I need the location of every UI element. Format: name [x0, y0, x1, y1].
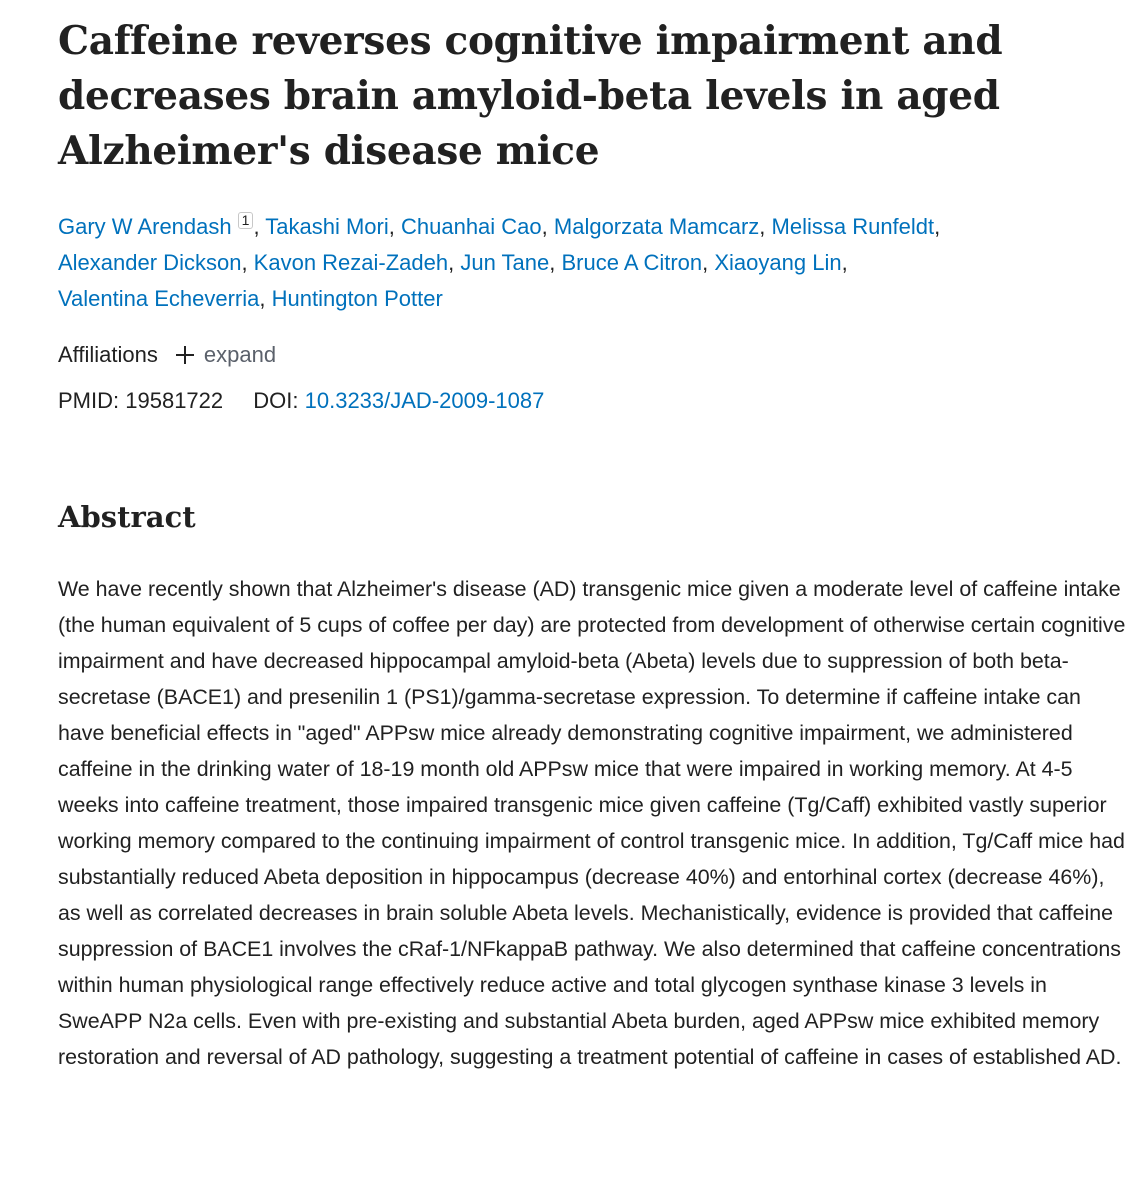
author-link[interactable]: Kavon Rezai-Zadeh	[253, 250, 449, 275]
author-link[interactable]: Xiaoyang Lin	[714, 250, 842, 275]
affiliation-superscript[interactable]: 1	[238, 212, 254, 229]
author-link[interactable]: Huntington Potter	[271, 286, 443, 311]
article-title: Caffeine reverses cognitive impairment and decreases brain amyloid-beta levels in aged Alzheimer's disease mice	[58, 18, 1003, 174]
pmid-value: 19581722	[125, 388, 224, 413]
affiliations-label: Affiliations	[58, 342, 158, 367]
expand-label[interactable]: expand	[203, 342, 277, 367]
pmid-label: PMID:	[58, 388, 120, 413]
expand-affiliations-button[interactable]	[176, 337, 276, 373]
authors-list: Gary W Arendash 1 , Takashi Mori, Chuanhai Cao, Malgorzata Mamcarz, Melissa Runfeldt, Alexander Dickson, Kavon Rezai-Zadeh, Jun Tane, Bruce A Citron, Xiaoyang Lin, Valentina Echeverria, Huntington Potter	[58, 212, 941, 311]
author-link[interactable]: Malgorzata Mamcarz	[553, 214, 760, 239]
affiliations-row	[58, 337, 1128, 373]
doi-link[interactable]: 10.3233/JAD-2009-1087	[304, 388, 545, 413]
doi-label: DOI:	[253, 388, 299, 413]
article-page	[58, 0, 1128, 1075]
author-link[interactable]: Jun Tane	[460, 250, 550, 275]
author-link[interactable]: Bruce A Citron	[561, 250, 703, 275]
abstract-heading: Abstract	[58, 500, 196, 534]
author-link[interactable]: Alexander Dickson	[58, 250, 242, 275]
author-link[interactable]: Valentina Echeverria	[58, 286, 260, 311]
author-link[interactable]: Melissa Runfeldt	[771, 214, 935, 239]
identifiers-row	[58, 383, 1128, 419]
author-link[interactable]: Chuanhai Cao	[400, 214, 542, 239]
plus-icon[interactable]	[176, 346, 194, 364]
author-link[interactable]: Gary W Arendash	[58, 214, 232, 239]
author-link[interactable]: Takashi Mori	[265, 214, 389, 239]
abstract-text: We have recently shown that Alzheimer's disease (AD) transgenic mice given a moderate level of caffeine intake (the human equivalent of 5 cups of coffee per day) are protected from development of otherwise certain cognitive impairment and have decreased hippocampal amyloid-beta (Abeta) levels due to suppression of both beta-secretase (BACE1) and presenilin 1 (PS1)/gamma-secretase expression. To determine if caffeine intake can have beneficial effects in "aged" APPsw mice already demonstrating cognitive impairment, we administered caffeine in the drinking water of 18-19 month old APPsw mice that were impaired in working memory. At 4-5 weeks into caffeine treatment, those impaired transgenic mice given caffeine (Tg/Caff) exhibited vastly superior working memory compared to the continuing impairment of control transgenic mice. In addition, Tg/Caff mice had substantially reduced Abeta deposition in hippocampus (decrease 40%) and entorhinal cortex (decrease 46%), as well as correlated decreases in brain soluble Abeta levels. Mechanistically, evidence is provided that caffeine suppression of BACE1 involves the cRaf-1/NFkappaB pathway. We also determined that caffeine concentrations within human physiological range effectively reduce active and total glycogen synthase kinase 3 levels in SweAPP N2a cells. Even with pre-existing and substantial Abeta burden, aged APPsw mice exhibited memory restoration and reversal of AD pathology, suggesting a treatment potential of caffeine in cases of established AD.	[58, 577, 1126, 1069]
